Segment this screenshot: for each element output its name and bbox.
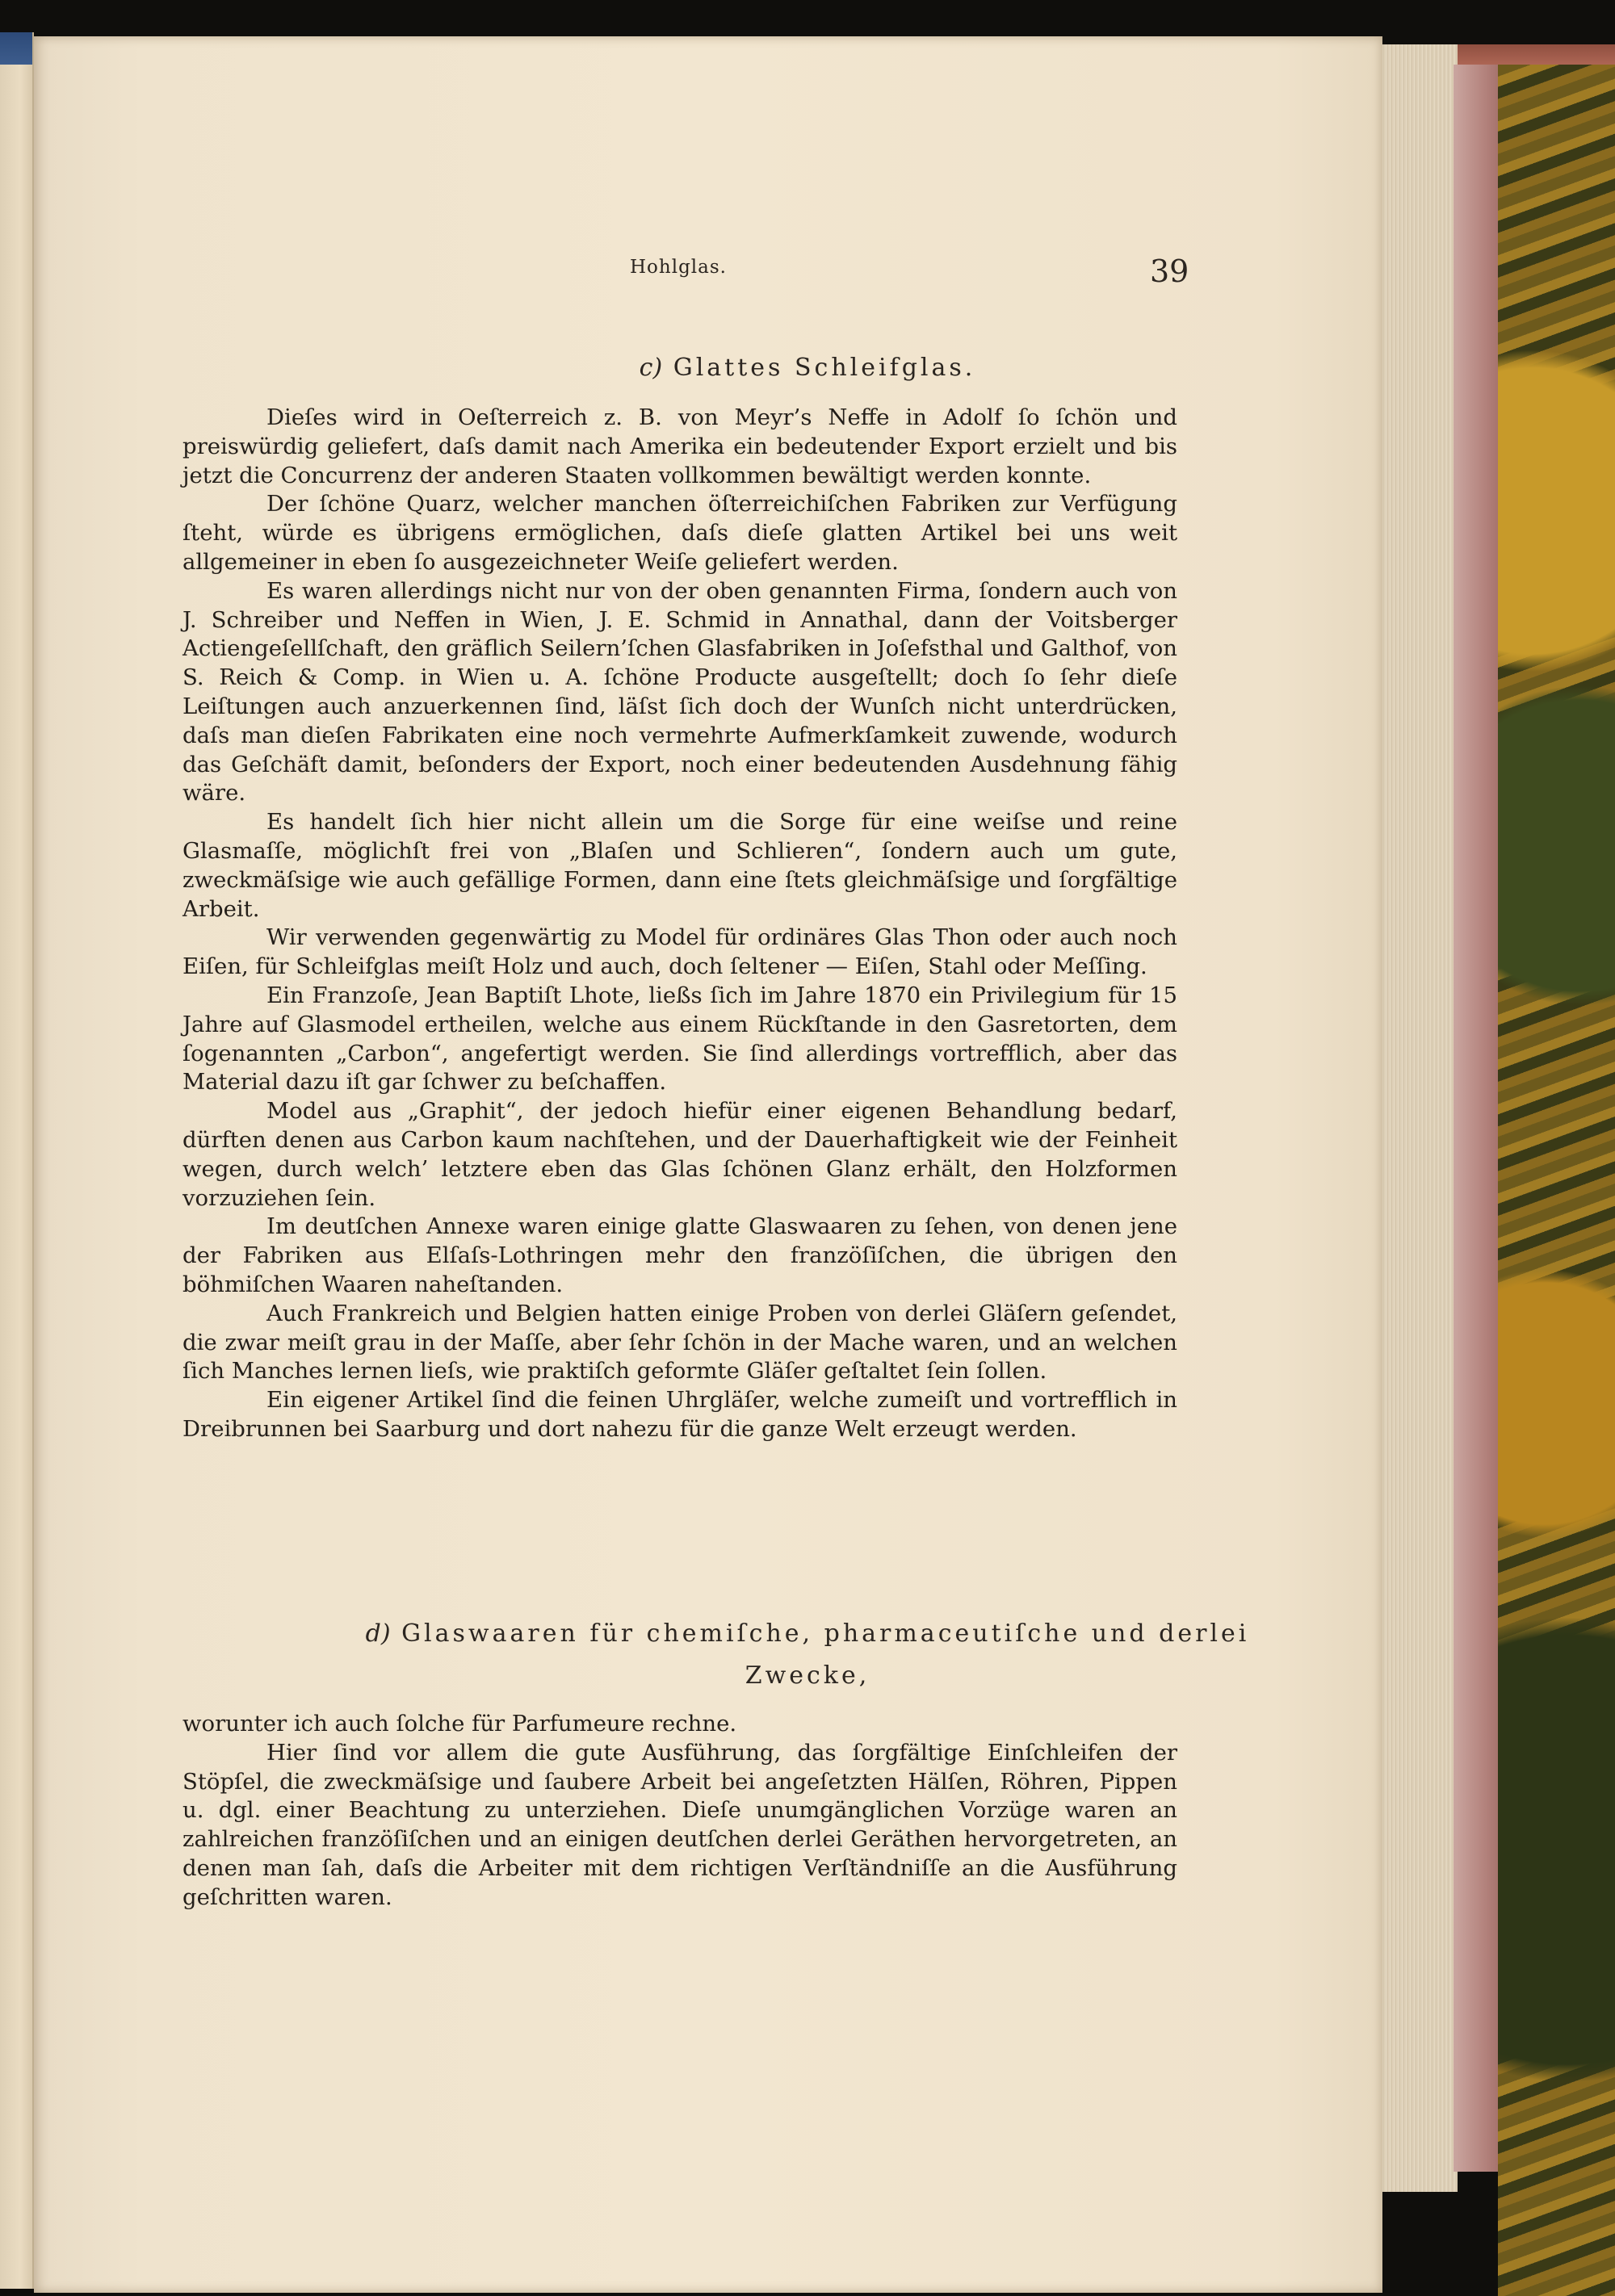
- paragraph: Model aus „Graphit“, der jedoch hiefür einer eigenen Behandlung bedarf, dürften denen aus Carbon kaum nachſtehen, und der Dauerhaftigkeit wie der Feinheit wegen, durch welch’ letztere eben das Glas ſchönen Glanz erhält, den Holzformen vorzuziehen ſein.: [182, 1098, 1177, 1211]
- section-d-heading-line2: Zwecke,: [745, 1661, 870, 1690]
- section-c-label: c): [639, 354, 663, 382]
- section-d-title: [0, 1619, 1615, 1648]
- paragraph: Auch Frankreich und Belgien hatten einige Proben von derlei Gläſern geſendet, die zwar meiſt grau in der Maſſe, aber ſehr ſchön in der Mache waren, und an welchen ſich Manches lernen lieſs, wie praktiſch geformte Gläſer geſtaltet ſein ſollen.: [182, 1300, 1177, 1385]
- section-c-body: [182, 404, 1177, 1444]
- section-d-label: d): [365, 1619, 391, 1648]
- paragraph: Der ſchöne Quarz, welcher manchen öſterreichiſchen Fabriken zur Verfügung ſteht, würde es übrigens ermöglichen, daſs dieſe glatten Artikel bei uns weit allgemeiner in eben ſo ausgezeichneter Weiſe geliefert werden.: [182, 491, 1177, 575]
- binding-tape: [0, 32, 32, 65]
- section-c-title: [0, 354, 1615, 382]
- page-number: 39: [1150, 253, 1189, 289]
- paragraph: Im deutſchen Annexe waren einige glatte Glaswaaren zu ſehen, von denen jene der Fabriken aus Elſaſs-Lothringen mehr den franzöſiſchen, die übrigen den böhmiſchen Waaren naheſtanden.: [182, 1213, 1177, 1297]
- paragraph: Es handelt ſich hier nicht allein um die Sorge für eine weiſse und reine Glasmaſſe, möglichſt frei von „Blaſen und Schlieren“, ſondern auch um gute, zweckmäſsige wie auch gefällige Formen, dann eine ſtets gleichmäſsige und ſorgfältige Arbeit.: [182, 809, 1177, 922]
- paragraph: Ein eigener Artikel ſind die feinen Uhrgläſer, welche zumeiſt und vortrefflich in Dreibrunnen bei Saarburg und dort nahezu für die ganze Welt erzeugt werden.: [182, 1387, 1177, 1442]
- running-title: Hohlglas.: [630, 257, 727, 278]
- paragraph: Es waren allerdings nicht nur von der oben genannten Firma, ſondern auch von J. Schreiber und Neffen in Wien, J. E. Schmid in Annathal, dann der Voitsberger Actiengeſellſchaft, den gräflich Seilern’ſchen Glasfabriken in Joſefsthal und Galthof, von S. Reich & Comp. in Wien u. A. ſchöne Producte ausgeſtellt; doch ſo ſehr dieſe Leiſtungen auch anzuerkennen ſind, läſst ſich doch der Wunſch nicht unterdrücken, daſs man dieſen Fabrikaten eine noch vermehrte Aufmerkſamkeit zuwende, wodurch das Geſchäft damit, beſonders der Export, noch einer bedeutenden Ausdehnung fähig wäre.: [182, 577, 1177, 807]
- paragraph: Dieſes wird in Oeſterreich z. B. von Meyr’s Neffe in Adolf ſo ſchön und preiswürdig geliefert, daſs damit nach Amerika ein bedeutender Export erzielt und bis jetzt die Concurrenz der anderen Staaten vollkommen bewältigt werden konnte.: [182, 404, 1177, 488]
- marbled-cover: [1498, 65, 1615, 2296]
- paragraph: worunter ich auch ſolche für Parfumeure rechne.: [182, 1711, 737, 1737]
- section-d-heading: Glaswaaren für chemiſche, pharmaceutiſche und derlei: [401, 1619, 1250, 1648]
- section-d-title-cont: [0, 1661, 1615, 1690]
- section-c-heading: Glattes Schleifglas.: [673, 354, 976, 382]
- section-d-body: [182, 1710, 1177, 1913]
- paragraph: Ein Franzoſe, Jean Baptiſt Lhote, ließs ſich im Jahre 1870 ein Privilegium für 15 Jahre auf Glasmodel ertheilen, welche aus einem Rückſtande in den Gasretorten, dem ſogenannten „Carbon“, angefertigt werden. Sie ſind allerdings vortrefflich, aber das Material dazu iſt gar ſchwer zu beſchaffen.: [182, 982, 1177, 1096]
- paragraph: Wir verwenden gegenwärtig zu Model für ordinäres Glas Thon oder auch noch Eiſen, für Schleifglas meiſt Holz und auch, doch ſeltener — Eiſen, Stahl oder Meſſing.: [182, 924, 1177, 980]
- paragraph: Hier ſind vor allem die gute Ausführung, das ſorgfältige Einſchleifen der Stöpſel, die zweckmäſsige und ſaubere Arbeit bei angeſetzten Hälſen, Röhren, Pippen u. dgl. einer Beachtung zu unterziehen. Dieſe unumgänglichen Vorzüge waren an zahlreichen franzöſiſchen und an einigen deutſchen derlei Geräthen hervorgetreten, an denen man ſah, daſs die Arbeiter mit dem richtigen Verſtändniſſe an die Ausführung geſchritten waren.: [182, 1739, 1177, 1910]
